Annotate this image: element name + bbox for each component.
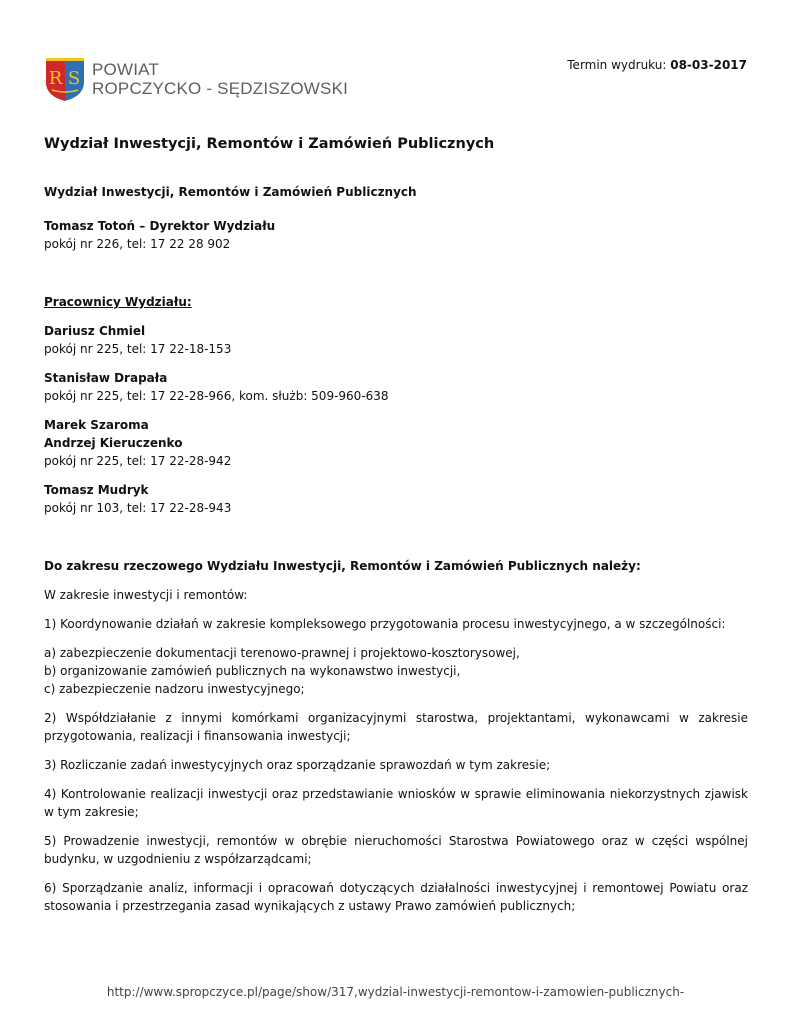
scope-item: 2) Współdziałanie z innymi komórkami organizacyjnymi starostwa, projektantami, wykonawcami w zakresie przygotowania, realizacji i finansowania inwestycji; [44,711,748,743]
staff-contact: pokój nr 225, tel: 17 22-28-966, kom. służb: 509-960-638 [44,389,389,403]
scope-item: 4) Kontrolowanie realizacji inwestycji oraz przedstawianie wniosków w sprawie eliminowania niekorzystnych zjawisk w tym zakresie; [44,787,748,819]
svg-text:S: S [67,68,81,89]
staff-heading: Pracownicy Wydziału: [44,295,192,309]
svg-text:R: R [48,68,63,89]
scope-heading: Do zakresu rzeczowego Wydziału Inwestycji, Remontów i Zamówień Publicznych należy: [44,559,641,573]
staff-name: Stanisław Drapała [44,371,168,385]
scope-item: 6) Sporządzanie analiz, informacji i opracowań dotyczących działalności inwestycyjnej i remontowej Powiatu oraz stosowania i przestrzegania zasad wynikających z ustawy Prawo zamówień publicznych; [44,881,748,913]
staff-name: Marek Szaroma [44,418,149,432]
print-date [567,58,747,72]
page-title: Wydział Inwestycji, Remontów i Zamówień Publicznych [44,136,495,152]
powiat-logo [44,56,348,102]
logo-line-2: ROPCZYCKO - SĘDZISZOWSKI [92,79,349,98]
logo-line-1: POWIAT [92,60,159,79]
staff-contact: pokój nr 225, tel: 17 22-18-153 [44,342,232,356]
scope-subitem: a) zabezpieczenie dokumentacji terenowo-prawnej i projektowo-kosztorysowej, [44,646,520,660]
print-date-label: Termin wydruku: [567,58,671,72]
staff-name: Dariusz Chmiel [44,324,146,338]
footer-url: http://www.spropczyce.pl/page/show/317,wydzial-inwestycji-remontow-i-zamowien-publicznych- [106,985,685,999]
print-date-value: 08-03-2017 [670,58,747,72]
director-contact: pokój nr 226, tel: 17 22 28 902 [44,237,231,251]
document-content [44,136,748,915]
staff-contact: pokój nr 103, tel: 17 22-28-943 [44,501,232,515]
scope-subitem: b) organizowanie zamówień publicznych na wykonawstwo inwestycji, [44,664,461,678]
coat-of-arms-icon [44,56,86,102]
department-name: Wydział Inwestycji, Remontów i Zamówień Publicznych [44,185,417,199]
scope-intro: W zakresie inwestycji i remontów: [44,588,248,602]
staff-contact: pokój nr 225, tel: 17 22-28-942 [44,454,232,468]
scope-item: 5) Prowadzenie inwestycji, remontów w obrębie nieruchomości Starostwa Powiatowego oraz w części wspólnej budynku, w uzgodnieniu z współzarządcami; [44,834,748,866]
scope-item: 3) Rozliczanie zadań inwestycyjnych oraz sporządzanie sprawozdań w tym zakresie; [44,758,551,772]
scope-subitem: c) zabezpieczenie nadzoru inwestycyjnego; [44,682,305,696]
staff-name: Andrzej Kieruczenko [44,436,183,450]
scope-item: 1) Koordynowanie działań w zakresie kompleksowego przygotowania procesu inwestycyjnego, a w szczególności: [44,617,726,631]
staff-name: Tomasz Mudryk [44,483,149,497]
director-name: Tomasz Totoń – Dyrektor Wydziału [44,219,276,233]
